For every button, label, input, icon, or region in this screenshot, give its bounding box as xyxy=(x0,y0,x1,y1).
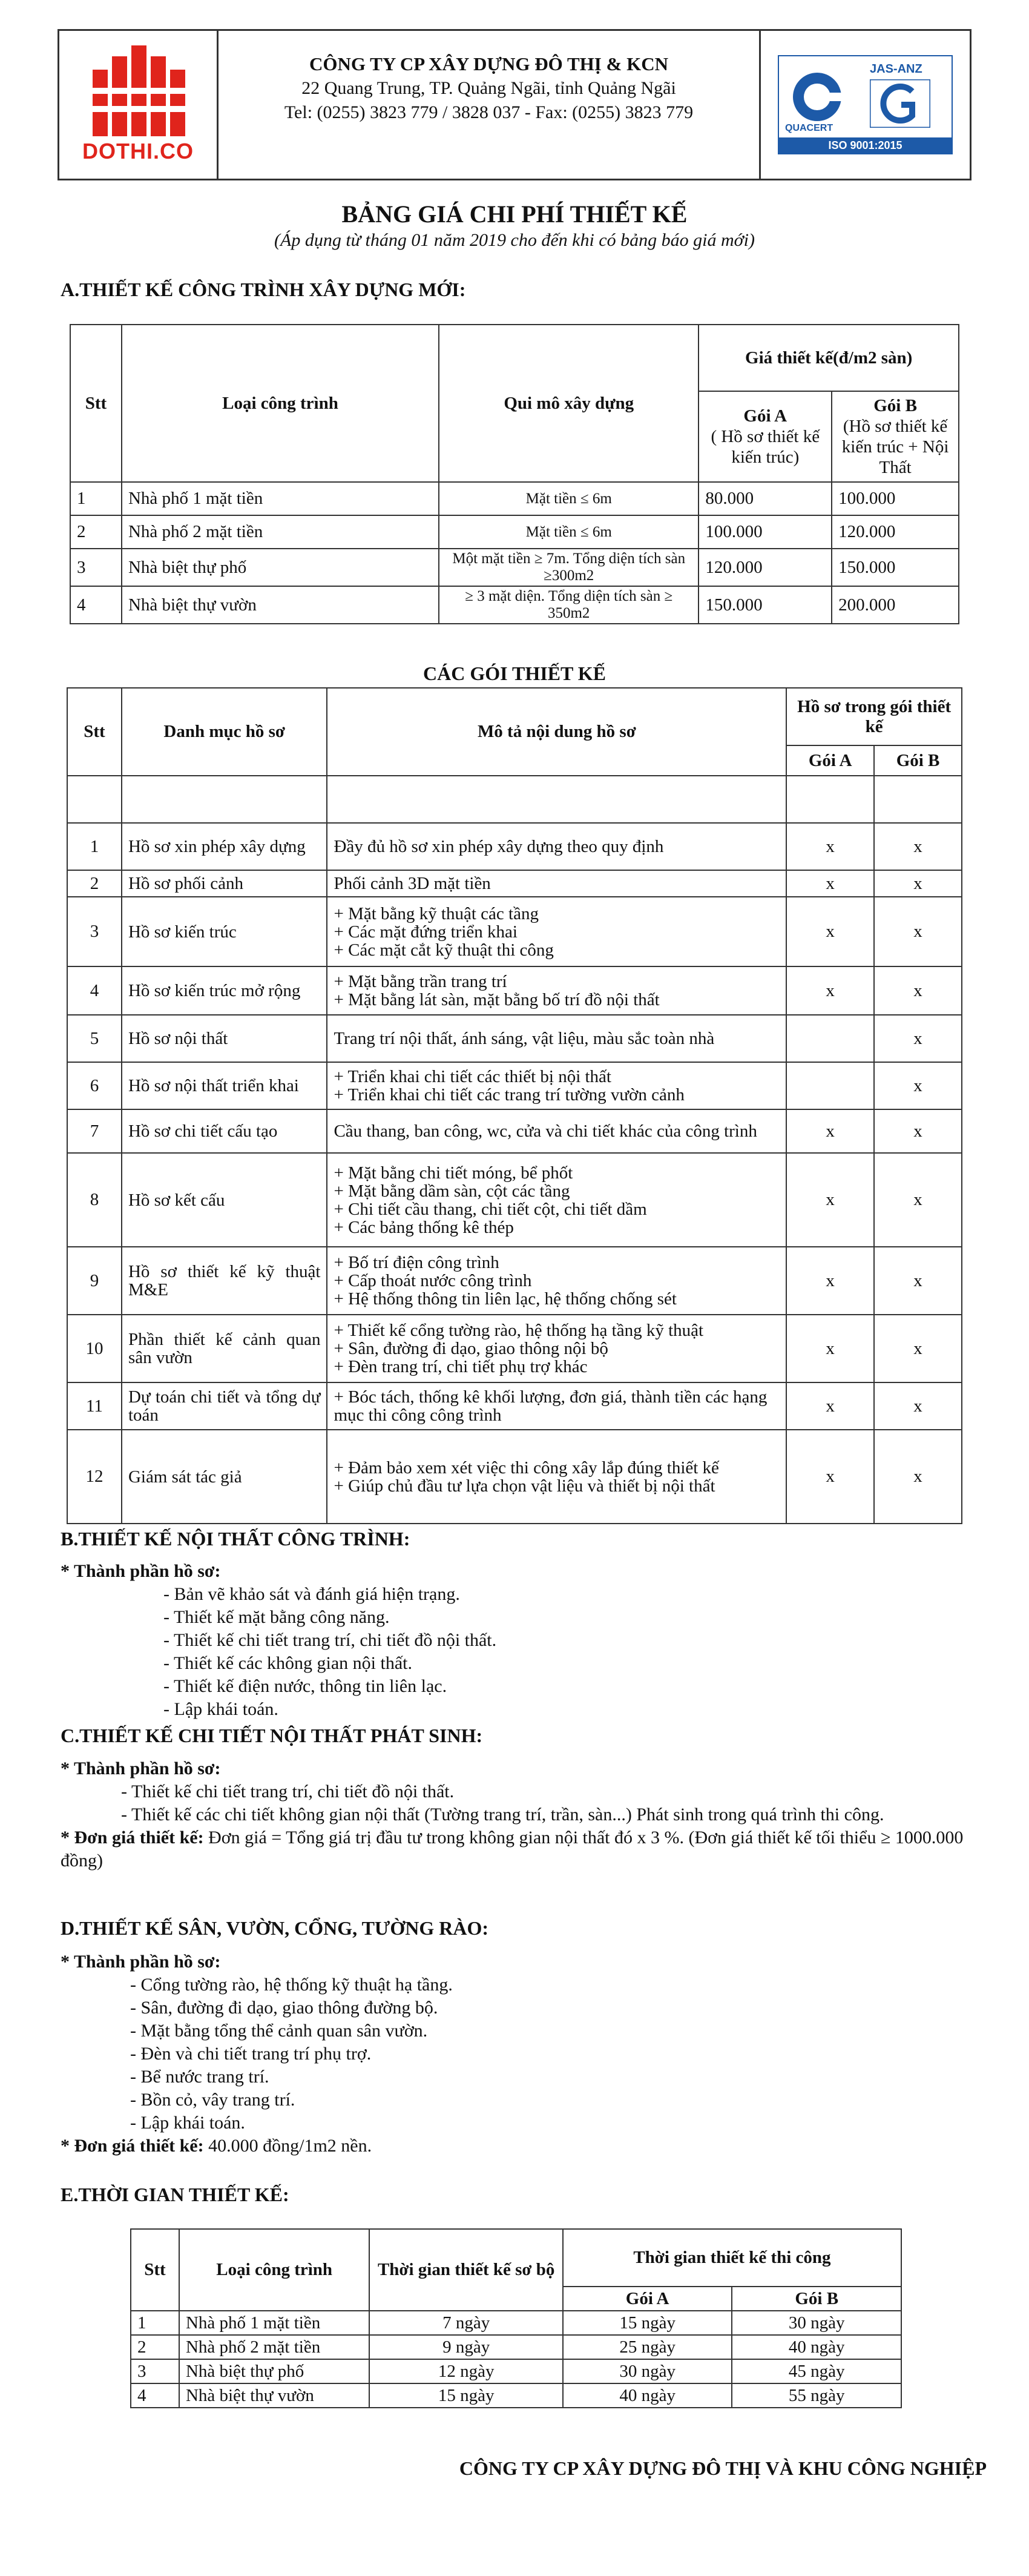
row-pkg-a: 30 ngày xyxy=(563,2359,732,2383)
row-scale: Mặt tiền ≤ 6m xyxy=(439,515,699,549)
table-row xyxy=(131,2335,901,2359)
list-item: - Bể nước trang trí. xyxy=(130,2067,269,2087)
desc-line: + Mặt bằng chi tiết móng, bể phốt xyxy=(334,1163,573,1183)
row-type: Nhà phố 1 mặt tiền xyxy=(122,482,439,515)
col-exec: Thời gian thiết kế thi công xyxy=(563,2229,901,2287)
row-type: Nhà biệt thự vườn xyxy=(122,586,439,624)
row-stt: 1 xyxy=(67,823,122,870)
list-item: - Thiết kế các chi tiết không gian nội thất (Tường trang trí, trần, sàn...) Phát sinh trong quá trình thi công. xyxy=(121,1805,884,1825)
desc-line: + Mặt bằng trần trang trí xyxy=(334,972,507,991)
table-row xyxy=(67,1153,962,1247)
table-row xyxy=(67,1247,962,1315)
list-item: - Đèn và chi tiết trang trí phụ trợ. xyxy=(130,2044,372,2064)
row-stt: 4 xyxy=(131,2383,179,2408)
row-price-b: 100.000 xyxy=(832,482,959,515)
row-stt: 10 xyxy=(67,1315,122,1382)
section-c-price: * Đơn giá thiết kế: Đơn giá = Tổng giá trị đầu tư trong không gian nội thất đó x 3 %. (Đơn giá thiết kế tối thiểu ≥ 1000.000 đồng) xyxy=(61,1828,964,1871)
jas-anz-icon xyxy=(870,79,930,128)
time-table xyxy=(130,2228,902,2408)
desc-line: + Giúp chủ đầu tư lựa chọn vật liệu và thiết bị nội thất xyxy=(334,1476,715,1496)
row-desc xyxy=(327,1015,786,1062)
desc-line: Cầu thang, ban công, wc, cửa và chi tiết khác của công trình xyxy=(334,1121,757,1141)
company-address: 22 Quang Trung, TP. Quảng Ngãi, tỉnh Quảng Ngãi xyxy=(301,78,676,98)
desc-line: + Chi tiết cầu thang, chi tiết cột, chi tiết dầm xyxy=(334,1199,647,1219)
list-item: - Thiết kế điện nước, thông tin liên lạc. xyxy=(163,1676,447,1696)
row-stt: 5 xyxy=(67,1015,122,1062)
col-a: Gói A xyxy=(563,2287,732,2311)
row-stt: 4 xyxy=(70,586,122,624)
row-pkg-b: 30 ngày xyxy=(732,2311,901,2335)
row-pkg-b: 40 ngày xyxy=(732,2335,901,2359)
row-pkg-a: 15 ngày xyxy=(563,2311,732,2335)
row-stt: 6 xyxy=(67,1062,122,1109)
section-d-label: * Thành phần hồ sơ: xyxy=(61,1952,221,1972)
desc-line: + Sân, đường đi dạo, giao thông nội bộ xyxy=(334,1339,608,1358)
row-item: Dự toán chi tiết và tổng dự toán xyxy=(122,1382,327,1430)
row-scale: Mặt tiền ≤ 6m xyxy=(439,482,699,515)
col-stt: Stt xyxy=(131,2229,179,2311)
row-stt: 2 xyxy=(67,870,122,897)
row-price-a: 80.000 xyxy=(699,482,832,515)
list-item: - Thiết kế mặt bằng công năng. xyxy=(163,1607,390,1627)
list-item: - Thiết kế chi tiết trang trí, chi tiết đồ nội thất. xyxy=(121,1782,455,1802)
row-type: Nhà phố 2 mặt tiền xyxy=(179,2335,369,2359)
row-prelim: 12 ngày xyxy=(369,2359,562,2383)
list-item: - Mặt bằng tổng thể cảnh quan sân vườn. xyxy=(130,2021,428,2041)
list-item: - Bản vẽ khảo sát và đánh giá hiện trạng. xyxy=(163,1584,460,1604)
logo-text: DOTHI.CO xyxy=(82,139,194,163)
row-price-b: 120.000 xyxy=(832,515,959,549)
col-stt: Stt xyxy=(70,325,122,482)
row-type: Nhà phố 1 mặt tiền xyxy=(179,2311,369,2335)
cert-top: JAS-ANZ xyxy=(870,62,922,76)
packages-table xyxy=(67,687,962,1524)
list-item: - Thiết kế chi tiết trang trí, chi tiết đồ nội thất. xyxy=(163,1630,497,1650)
table-row xyxy=(70,586,959,624)
row-item: Hồ sơ kết cấu xyxy=(122,1153,327,1247)
table-row xyxy=(131,2383,901,2408)
col-b: Gói B xyxy=(732,2287,901,2311)
row-pkg-b: x xyxy=(874,823,962,870)
col-type: Loại công trình xyxy=(179,2229,369,2311)
desc-line: Trang trí nội thất, ánh sáng, vật liệu, màu sắc toàn nhà xyxy=(334,1029,715,1048)
row-type: Nhà biệt thự phố xyxy=(179,2359,369,2383)
row-pkg-a xyxy=(786,1062,874,1109)
section-c-label: * Thành phần hồ sơ: xyxy=(61,1759,221,1778)
row-pkg-a: x xyxy=(786,870,874,897)
row-item: Giám sát tác giả xyxy=(122,1430,327,1524)
row-desc xyxy=(327,1382,786,1430)
company-info xyxy=(219,31,759,179)
row-item: Hồ sơ chi tiết cấu tạo xyxy=(122,1109,327,1153)
row-stt: 1 xyxy=(70,482,122,515)
table-row xyxy=(70,515,959,549)
footer-company: CÔNG TY CP XÂY DỰNG ĐÔ THỊ VÀ KHU CÔNG NGHIỆP xyxy=(459,2457,987,2479)
desc-line: + Hệ thống thông tin liên lạc, hệ thống chống sét xyxy=(334,1289,677,1309)
row-price-b: 200.000 xyxy=(832,586,959,624)
row-stt: 7 xyxy=(67,1109,122,1153)
row-item: Hồ sơ nội thất triển khai xyxy=(122,1062,327,1109)
row-stt: 2 xyxy=(131,2335,179,2359)
row-scale: ≥ 3 mặt diện. Tổng diện tích sàn ≥ 350m2 xyxy=(439,586,699,624)
table-row xyxy=(131,2311,901,2335)
section-d-body xyxy=(61,1950,975,2158)
desc-line: + Bóc tách, thống kê khối lượng, đơn giá, thành tiền các hạng mục thi công công trình xyxy=(334,1387,768,1425)
row-desc xyxy=(327,1430,786,1524)
list-item: - Sân, đường đi dạo, giao thông đường bộ. xyxy=(130,1998,438,2018)
row-desc xyxy=(327,823,786,870)
page-title: BẢNG GIÁ CHI PHÍ THIẾT KẾ xyxy=(341,200,688,228)
row-price-a: 150.000 xyxy=(699,586,832,624)
row-stt: 12 xyxy=(67,1430,122,1524)
row-scale: Một mặt tiền ≥ 7m. Tổng diện tích sàn ≥300m2 xyxy=(439,549,699,586)
building-logo-icon xyxy=(87,45,189,136)
desc-line: + Đèn trang trí, chi tiết phụ trợ khác xyxy=(334,1357,588,1376)
certification-badge xyxy=(759,31,970,179)
row-pkg-a: x xyxy=(786,1153,874,1247)
desc-line: Phối cảnh 3D mặt tiền xyxy=(334,874,491,893)
table-row xyxy=(131,2359,901,2383)
row-pkg-b: 45 ngày xyxy=(732,2359,901,2383)
row-desc xyxy=(327,870,786,897)
section-d-price: * Đơn giá thiết kế: 40.000 đồng/1m2 nền. xyxy=(61,2136,372,2156)
desc-line: + Các bảng thống kê thép xyxy=(334,1217,514,1237)
list-item: - Cổng tường rào, hệ thống kỹ thuật hạ tầng. xyxy=(130,1975,453,1995)
desc-line: Đầy đủ hồ sơ xin phép xây dựng theo quy định xyxy=(334,837,664,856)
letterhead xyxy=(58,29,971,180)
row-item: Hồ sơ kiến trúc xyxy=(122,897,327,966)
row-desc xyxy=(327,1109,786,1153)
row-desc xyxy=(327,966,786,1015)
table-row xyxy=(67,1315,962,1382)
table-row xyxy=(67,1382,962,1430)
row-stt: 4 xyxy=(67,966,122,1015)
row-pkg-b: x xyxy=(874,1315,962,1382)
row-item: Hồ sơ xin phép xây dựng xyxy=(122,823,327,870)
company-logo xyxy=(59,31,219,179)
section-b-body xyxy=(61,1560,975,1721)
desc-line: + Đảm bảo xem xét việc thi công xây lắp đúng thiết kế xyxy=(334,1458,719,1478)
row-stt: 3 xyxy=(70,549,122,586)
row-pkg-a: x xyxy=(786,897,874,966)
desc-line: + Mặt bằng kỹ thuật các tầng xyxy=(334,903,539,923)
row-pkg-b: 55 ngày xyxy=(732,2383,901,2408)
row-item: Hồ sơ phối cảnh xyxy=(122,870,327,897)
row-pkg-a: 40 ngày xyxy=(563,2383,732,2408)
price-table xyxy=(70,324,959,624)
page-subtitle: (Áp dụng từ tháng 01 năm 2019 cho đến khi có bảng báo giá mới) xyxy=(274,230,755,250)
section-a-heading: A.THIẾT KẾ CÔNG TRÌNH XÂY DỰNG MỚI: xyxy=(61,279,466,300)
section-e-heading: E.THỜI GIAN THIẾT KẾ: xyxy=(61,2184,289,2205)
row-pkg-b: x xyxy=(874,870,962,897)
table-row xyxy=(67,897,962,966)
desc-line: + Cấp thoát nước công trình xyxy=(334,1271,532,1290)
row-pkg-a: x xyxy=(786,1247,874,1315)
row-desc xyxy=(327,1153,786,1247)
row-item: Hồ sơ thiết kế kỹ thuật M&E xyxy=(122,1247,327,1315)
row-pkg-b: x xyxy=(874,966,962,1015)
table-row xyxy=(67,966,962,1015)
section-d-heading: D.THIẾT KẾ SÂN, VƯỜN, CỔNG, TƯỜNG RÀO: xyxy=(61,1917,489,1939)
row-price-a: 120.000 xyxy=(699,549,832,586)
desc-line: + Các mặt đứng triển khai xyxy=(334,922,518,942)
list-item: - Lập khái toán. xyxy=(163,1699,278,1719)
row-desc xyxy=(327,1247,786,1315)
row-stt: 3 xyxy=(67,897,122,966)
row-stt: 2 xyxy=(70,515,122,549)
row-stt: 3 xyxy=(131,2359,179,2383)
table-row xyxy=(67,1430,962,1524)
cert-name: QUACERT xyxy=(785,123,833,133)
desc-line: + Triển khai chi tiết các trang trí tường vườn cảnh xyxy=(334,1085,685,1105)
section-c-heading: C.THIẾT KẾ CHI TIẾT NỘI THẤT PHÁT SINH: xyxy=(61,1725,483,1746)
table-row xyxy=(67,870,962,897)
col-stt: Stt xyxy=(67,688,122,776)
row-pkg-b: x xyxy=(874,1382,962,1430)
desc-line: + Thiết kế cổng tường rào, hệ thống hạ tầng kỹ thuật xyxy=(334,1321,704,1340)
row-desc xyxy=(327,897,786,966)
row-pkg-a: x xyxy=(786,966,874,1015)
row-pkg-b: x xyxy=(874,1015,962,1062)
desc-line: + Mặt bằng lát sàn, mặt bằng bố trí đồ nội thất xyxy=(334,990,660,1009)
section-b-label: * Thành phần hồ sơ: xyxy=(61,1561,221,1581)
row-pkg-a: x xyxy=(786,1430,874,1524)
col-a: Gói A xyxy=(786,745,874,776)
row-pkg-a: x xyxy=(786,1382,874,1430)
desc-line: + Bố trí điện công trình xyxy=(334,1253,499,1272)
quacert-icon xyxy=(790,70,844,124)
col-pkg-b: Gói B (Hồ sơ thiết kế kiến trúc + Nội Thất xyxy=(832,391,959,482)
row-stt: 9 xyxy=(67,1247,122,1315)
col-prelim: Thời gian thiết kế sơ bộ xyxy=(369,2229,562,2311)
company-contact: Tel: (0255) 3823 779 / 3828 037 - Fax: (0255) 3823 779 xyxy=(284,102,694,122)
list-item: - Thiết kế các không gian nội thất. xyxy=(163,1653,412,1673)
col-in-pkg: Hồ sơ trong gói thiết kế xyxy=(786,688,962,745)
row-pkg-b: x xyxy=(874,1153,962,1247)
col-type: Loại công trình xyxy=(122,325,439,482)
col-scale: Qui mô xây dựng xyxy=(439,325,699,482)
col-desc: Mô tả nội dung hồ sơ xyxy=(327,688,786,776)
row-stt: 1 xyxy=(131,2311,179,2335)
company-name: CÔNG TY CP XÂY DỰNG ĐÔ THỊ & KCN xyxy=(309,53,669,74)
table-row xyxy=(67,823,962,870)
row-desc xyxy=(327,1062,786,1109)
row-pkg-b: x xyxy=(874,1109,962,1153)
row-stt: 8 xyxy=(67,1153,122,1247)
table-row xyxy=(67,1109,962,1153)
row-price-a: 100.000 xyxy=(699,515,832,549)
desc-line: + Mặt bằng dầm sàn, cột các tầng xyxy=(334,1181,570,1201)
table-row xyxy=(70,549,959,586)
row-prelim: 9 ngày xyxy=(369,2335,562,2359)
row-pkg-a: x xyxy=(786,823,874,870)
list-item: - Bồn cỏ, vây trang trí. xyxy=(130,2090,295,2110)
row-pkg-b: x xyxy=(874,1062,962,1109)
col-price: Giá thiết kế(đ/m2 sàn) xyxy=(699,325,959,391)
row-pkg-a xyxy=(786,1015,874,1062)
row-pkg-b: x xyxy=(874,1430,962,1524)
table-row xyxy=(67,1062,962,1109)
cert-iso: ISO 9001:2015 xyxy=(779,137,952,153)
row-type: Nhà biệt thự vườn xyxy=(179,2383,369,2408)
table-row xyxy=(70,482,959,515)
section-c-body xyxy=(61,1757,981,1872)
packages-heading: CÁC GÓI THIẾT KẾ xyxy=(422,662,606,684)
row-prelim: 7 ngày xyxy=(369,2311,562,2335)
row-item: Hồ sơ nội thất xyxy=(122,1015,327,1062)
row-stt: 11 xyxy=(67,1382,122,1430)
desc-line: + Các mặt cắt kỹ thuật thi công xyxy=(334,940,554,960)
row-desc xyxy=(327,1315,786,1382)
col-item: Danh mục hồ sơ xyxy=(122,688,327,776)
row-pkg-a: 25 ngày xyxy=(563,2335,732,2359)
row-pkg-b: x xyxy=(874,1247,962,1315)
row-item: Hồ sơ kiến trúc mở rộng xyxy=(122,966,327,1015)
list-item: - Lập khái toán. xyxy=(130,2113,245,2133)
col-pkg-a: Gói A ( Hồ sơ thiết kế kiến trúc) xyxy=(699,391,832,482)
row-price-b: 150.000 xyxy=(832,549,959,586)
section-b-heading: B.THIẾT KẾ NỘI THẤT CÔNG TRÌNH: xyxy=(61,1528,410,1550)
row-prelim: 15 ngày xyxy=(369,2383,562,2408)
row-type: Nhà biệt thự phố xyxy=(122,549,439,586)
row-pkg-a: x xyxy=(786,1109,874,1153)
desc-line: + Triển khai chi tiết các thiết bị nội thất xyxy=(334,1067,611,1086)
row-pkg-a: x xyxy=(786,1315,874,1382)
row-type: Nhà phố 2 mặt tiền xyxy=(122,515,439,549)
row-pkg-b: x xyxy=(874,897,962,966)
row-item: Phần thiết kế cảnh quan sân vườn xyxy=(122,1315,327,1382)
col-b: Gói B xyxy=(874,745,962,776)
table-row xyxy=(67,1015,962,1062)
